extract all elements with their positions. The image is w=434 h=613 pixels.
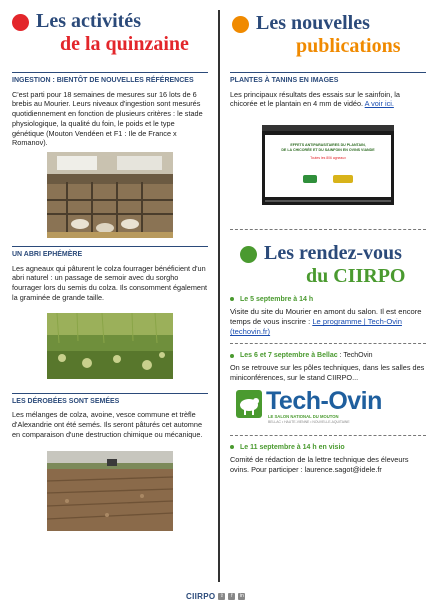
video-subtitle: Toutes les 806 agneaux xyxy=(310,155,346,160)
video-progress-bar[interactable] xyxy=(265,200,391,202)
section-text-derobees: Les mélanges de colza, avoine, vesce commune et trèfle d'Alexandrie ont été semés. Ils seront pâturés cet automne en comparaison d'une destruction chimique ou mécanique. xyxy=(12,410,203,439)
column-separator xyxy=(218,10,220,582)
forage-field-photo xyxy=(47,313,173,379)
event-text-2: On se retrouve sur les pôles techniques, dans les salles des miniconférences, sur le stand CIIRPO... xyxy=(230,363,425,383)
event-bullet-icon xyxy=(230,354,234,358)
share-icon[interactable]: ⇪ xyxy=(219,593,224,599)
video-frame xyxy=(265,135,391,197)
orange-bullet-icon xyxy=(232,16,249,33)
partner-logo-2 xyxy=(333,175,353,183)
footer xyxy=(186,592,245,601)
sown-field-photo xyxy=(47,451,173,531)
red-bullet-icon xyxy=(12,14,29,31)
event-link-programme[interactable]: Le programme | Tech-Ovin (techovin.fr) xyxy=(230,317,402,337)
event-text-3: Comité de rédaction de la lettre technique des éleveurs ovins. Pour participer : laurence.sagot@idele.fr xyxy=(230,454,409,474)
sheep-logo-icon xyxy=(236,390,262,418)
section-rule xyxy=(12,72,208,73)
linkedin-icon[interactable]: in xyxy=(239,593,244,599)
video-title-line2: DE LA CHICORÉE ET DU SAINFOIN EN OVINS VIANDE xyxy=(281,147,375,152)
pub-title: PLANTES À TANINS EN IMAGES xyxy=(230,77,339,84)
dashed-separator xyxy=(230,343,426,344)
left-column xyxy=(12,0,208,531)
techovin-logo xyxy=(234,387,426,427)
pub-link[interactable]: A voir ici. xyxy=(364,99,394,109)
sheep-barn-photo xyxy=(47,152,173,238)
event-date-1: Le 5 septembre à 14 h xyxy=(230,296,426,303)
section-text-ingestion: C'est parti pour 18 semaines de mesures sur 16 lots de 6 brebis au Mourier. Leurs niveaux d'ingestion sont mesurés quotidiennement en fonction de plusieurs critères : le stade physiologique, la qualité du foin, le poids et le type génétique (Mouton Vendéen et F1 : Ile de France x Romanov). xyxy=(12,89,203,148)
section-title-ingestion: INGESTION : BIENTÔT DE NOUVELLES RÉFÉRENCES xyxy=(12,77,194,84)
section-rule xyxy=(12,246,208,247)
footer-brand: CIIRPO xyxy=(186,592,216,601)
partner-logo-1 xyxy=(303,175,317,183)
activities-title-line1: Les activités xyxy=(36,10,141,32)
techovin-tagline: LE SALON NATIONAL DU MOUTON xyxy=(268,413,339,419)
dashed-separator xyxy=(230,435,426,436)
publications-header xyxy=(230,0,426,62)
activities-header xyxy=(12,0,208,62)
rdv-title-line1: Les rendez-vous xyxy=(264,242,402,265)
section-text-abri: Les agneaux qui pâturent le colza fourrager bénéficient d'un abri naturel : un passage de semoir avec du sorgho fourrager lors du semis du colza. Ils consomment également la graminée de grande taille. xyxy=(12,263,208,302)
event-date-2: Les 6 et 7 septembre à Bellac : TechOvin xyxy=(230,352,426,359)
section-title-abri: UN ABRI EPHÉMÈRE xyxy=(12,250,83,258)
techovin-brand: Tech-Ovin xyxy=(266,386,382,415)
activities-title-line2: de la quinzaine xyxy=(60,33,189,55)
pub-text xyxy=(230,90,426,109)
section-title-derobees: LES DÉROBÉES SONT SEMÉES xyxy=(12,397,120,405)
video-topbar xyxy=(262,125,394,131)
event-bullet-icon xyxy=(230,445,234,449)
section-rule xyxy=(230,72,426,73)
rdv-title-line2: du CIIRPO xyxy=(306,265,406,288)
publications-title-line1: Les nouvelles xyxy=(256,12,370,34)
facebook-icon[interactable]: f xyxy=(228,593,235,600)
video-title-line1: EFFETS ANTIPARASITAIRES DU PLANTAIN, xyxy=(290,143,366,148)
video-player[interactable] xyxy=(262,125,394,205)
publications-title-line2: publications xyxy=(296,35,401,57)
green-bullet-icon xyxy=(240,246,257,263)
event-bullet-icon xyxy=(230,297,234,301)
event-date-3: Le 11 septembre à 14 h en visio xyxy=(230,444,426,451)
event-text-1: Visite du site du Mourier en amont du salon. Il est encore temps de vous inscrire : Le programme | Tech-Ovin (techovin.fr) xyxy=(230,307,422,337)
techovin-place: BELLAC • HAUTE-VIENNE • NOUVELLE-AQUITAINE xyxy=(268,419,350,424)
section-rule xyxy=(12,393,208,394)
right-column xyxy=(230,0,426,474)
rdv-header xyxy=(230,230,426,288)
pub-text-body: Les principaux résultats des essais sur le sainfoin, la chicorée et le plantain en 4 mm de vidéo. xyxy=(230,89,400,109)
